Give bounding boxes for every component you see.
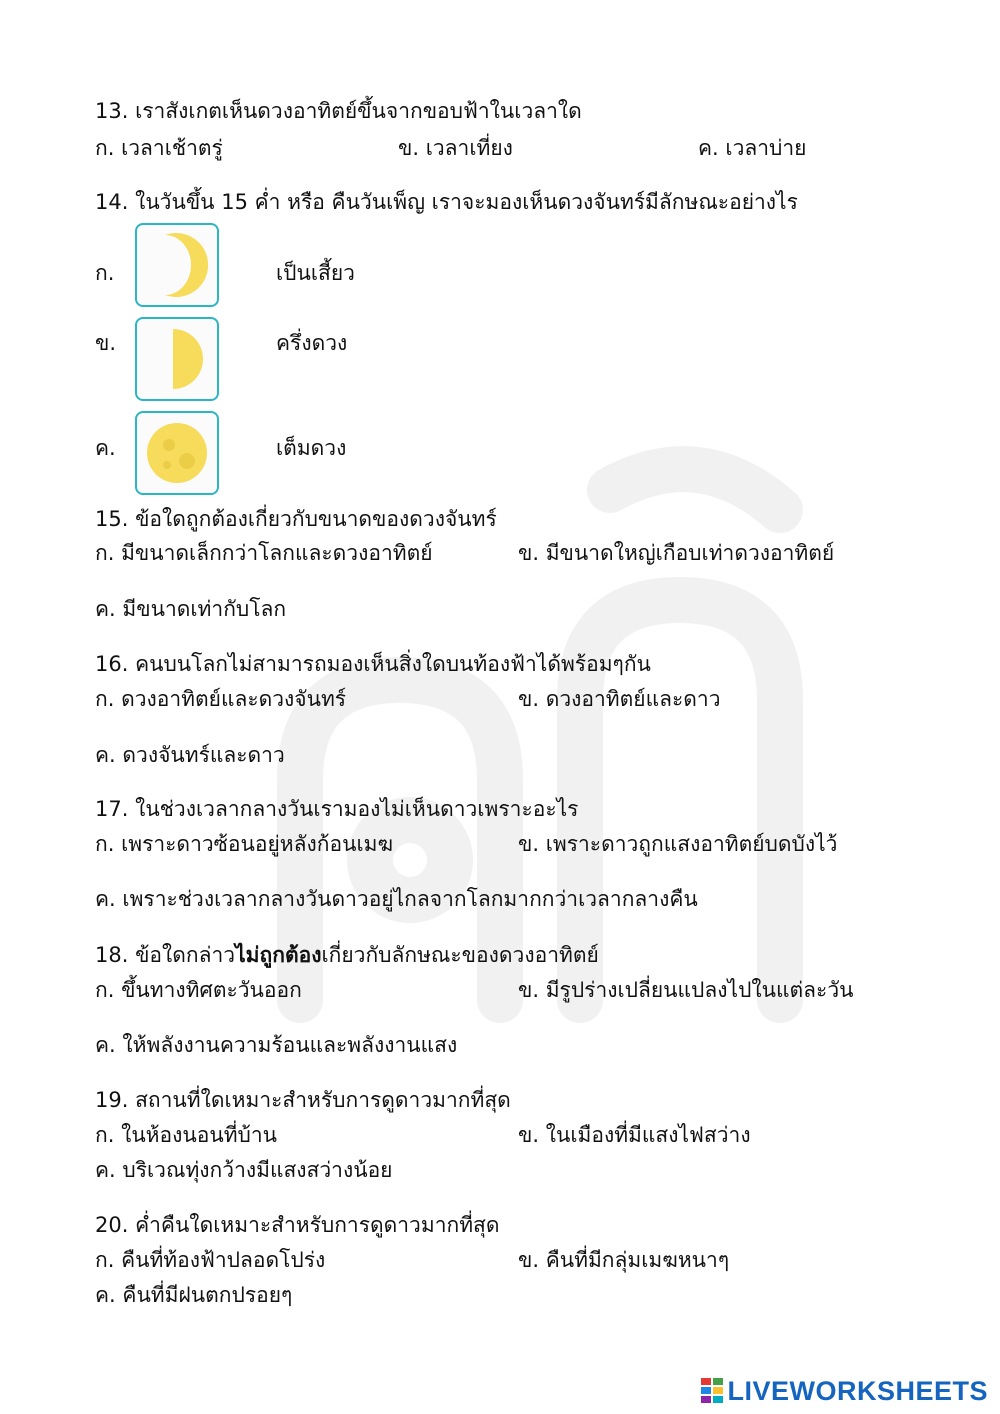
question-13-choice-b[interactable]: ข. เวลาเที่ยง bbox=[398, 136, 513, 160]
question-14-choice-b-letter[interactable]: ข. bbox=[95, 331, 117, 355]
question-15-choice-b[interactable]: ข. มีขนาดใหญ่เกือบเท่าดวงอาทิตย์ bbox=[518, 541, 835, 565]
question-14-choice-a-letter[interactable]: ก. bbox=[95, 261, 115, 285]
question-19-prompt: 19. สถานที่ใดเหมาะสำหรับการดูดาวมากที่สุด bbox=[95, 1088, 511, 1112]
question-18-prompt-end: เกี่ยวกับลักษณะของดวงอาทิตย์ bbox=[321, 943, 599, 967]
question-19-choice-c[interactable]: ค. บริเวณทุ่งกว้างมีแสงสว่างน้อย bbox=[95, 1158, 393, 1182]
question-18-prompt bbox=[95, 940, 599, 970]
question-14-choice-a-text: เป็นเสี้ยว bbox=[276, 261, 355, 285]
question-14-choice-b-text: ครึ่งดวง bbox=[276, 331, 348, 355]
liveworksheets-brand[interactable] bbox=[701, 1376, 988, 1406]
question-15-choice-a[interactable]: ก. มีขนาดเล็กกว่าโลกและดวงอาทิตย์ bbox=[95, 541, 433, 565]
question-16-choice-b[interactable]: ข. ดวงอาทิตย์และดาว bbox=[518, 687, 721, 711]
question-15-prompt: 15. ข้อใดถูกต้องเกี่ยวกับขนาดของดวงจันทร์ bbox=[95, 507, 497, 531]
question-18-choice-b[interactable]: ข. มีรูปร่างเปลี่ยนแปลงไปในแต่ละวัน bbox=[518, 978, 854, 1002]
crescent-moon-icon[interactable] bbox=[135, 223, 219, 307]
question-17-choice-a[interactable]: ก. เพราะดาวซ้อนอยู่หลังก้อนเมฆ bbox=[95, 832, 394, 856]
brand-name: LIVEWORKSHEETS bbox=[727, 1375, 988, 1406]
question-18-choice-a[interactable]: ก. ขึ้นทางทิศตะวันออก bbox=[95, 978, 302, 1002]
question-13-prompt: 13. เราสังเกตเห็นดวงอาทิตย์ขึ้นจากขอบฟ้าในเวลาใด bbox=[95, 99, 582, 123]
question-20-choice-b[interactable]: ข. คืนที่มีกลุ่มเมฆหนาๆ bbox=[518, 1248, 730, 1272]
question-19-choice-b[interactable]: ข. ในเมืองที่มีแสงไฟสว่าง bbox=[518, 1123, 751, 1147]
liveworksheets-logo-icon bbox=[701, 1378, 723, 1404]
full-moon-icon[interactable] bbox=[135, 411, 219, 495]
question-14-prompt: 14. ในวันขึ้น 15 ค่ำ หรือ คืนวันเพ็ญ เราจะมองเห็นดวงจันทร์มีลักษณะอย่างไร bbox=[95, 190, 798, 214]
question-17-choice-b[interactable]: ข. เพราะดาวถูกแสงอาทิตย์บดบังไว้ bbox=[518, 832, 838, 856]
question-17-choice-c[interactable]: ค. เพราะช่วงเวลากลางวันดาวอยู่ไกลจากโลกมากกว่าเวลากลางคืน bbox=[95, 887, 698, 911]
question-14-choice-c-letter[interactable]: ค. bbox=[95, 436, 116, 460]
question-15-choice-c[interactable]: ค. มีขนาดเท่ากับโลก bbox=[95, 597, 287, 621]
question-20-choice-c[interactable]: ค. คืนที่มีฝนตกปรอยๆ bbox=[95, 1283, 293, 1307]
question-17-prompt: 17. ในช่วงเวลากลางวันเรามองไม่เห็นดาวเพราะอะไร bbox=[95, 797, 579, 821]
question-16-prompt: 16. คนบนโลกไม่สามารถมองเห็นสิ่งใดบนท้องฟ้าได้พร้อมๆกัน bbox=[95, 652, 651, 676]
question-19-choice-a[interactable]: ก. ในห้องนอนที่บ้าน bbox=[95, 1123, 278, 1147]
question-13-choice-c[interactable]: ค. เวลาบ่าย bbox=[698, 136, 807, 160]
question-14-choice-c-text: เต็มดวง bbox=[276, 436, 347, 460]
question-20-choice-a[interactable]: ก. คืนที่ท้องฟ้าปลอดโปร่ง bbox=[95, 1248, 326, 1272]
question-18-prompt-emphasis: ไม่ถูกต้อง bbox=[235, 943, 322, 967]
question-16-choice-a[interactable]: ก. ดวงอาทิตย์และดวงจันทร์ bbox=[95, 687, 347, 711]
question-20-prompt: 20. ค่ำคืนใดเหมาะสำหรับการดูดาวมากที่สุด bbox=[95, 1213, 500, 1237]
question-18-prompt-start: 18. ข้อใดกล่าว bbox=[95, 943, 236, 967]
question-16-choice-c[interactable]: ค. ดวงจันทร์และดาว bbox=[95, 743, 285, 767]
half-moon-icon[interactable] bbox=[135, 317, 219, 401]
question-13-choice-a[interactable]: ก. เวลาเช้าตรู่ bbox=[95, 136, 223, 160]
question-18-choice-c[interactable]: ค. ให้พลังงานความร้อนและพลังงานแสง bbox=[95, 1033, 458, 1057]
